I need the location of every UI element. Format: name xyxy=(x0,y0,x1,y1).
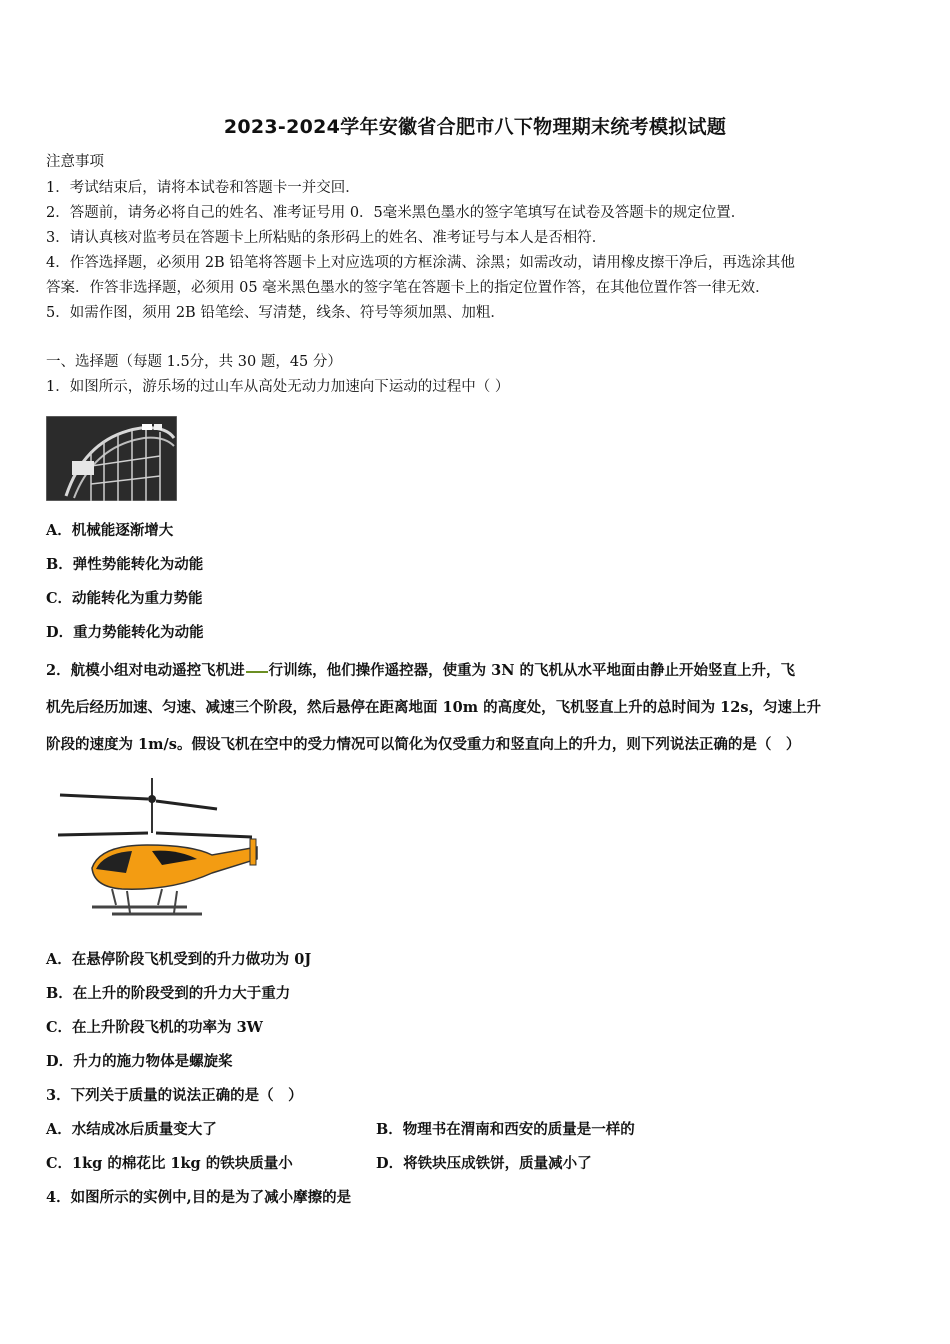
q3-option-a: A．水结成冰后质量变大了 xyxy=(46,1121,217,1138)
q1-option-b: B．弹性势能转化为动能 xyxy=(46,556,204,573)
q2-option-a: A．在悬停阶段飞机受到的升力做功为 0J xyxy=(46,951,312,968)
note-2: 2．答题前，请务必将自己的姓名、准考证号用 0．5毫米黑色墨水的签字笔填写在试卷及答题卡的规定位置． xyxy=(46,205,746,221)
q2-line3: 阶段的速度为 1m/s。假设飞机在空中的受力情况可以简化为仅受重力和竖直向上的升力，则下列说法正确的是（ ） xyxy=(46,736,801,753)
q2-option-b: B．在上升的阶段受到的升力大于重力 xyxy=(46,985,291,1002)
q2-line1a: 2．航模小组对电动遥控飞机进 xyxy=(46,662,245,679)
note-5: 5．如需作图，须用 2B 铅笔绘、写清楚，线条、符号等须加黑、加粗． xyxy=(46,305,505,321)
blank-underline xyxy=(246,671,268,673)
notes-heading: 注意事项 xyxy=(46,154,104,170)
q3-option-c: C．1kg 的棉花比 1kg 的铁块质量小 xyxy=(46,1155,293,1172)
helicopter-image xyxy=(52,773,262,923)
q3-option-b: B．物理书在渭南和西安的质量是一样的 xyxy=(376,1121,635,1138)
q3-stem: 3．下列关于质量的说法正确的是（ ） xyxy=(46,1087,303,1104)
q2-stem xyxy=(46,652,906,763)
q1-option-c: C．动能转化为重力势能 xyxy=(46,590,203,607)
roller-coaster-image xyxy=(46,416,177,501)
page-title: 2023-2024学年安徽省合肥市八下物理期末统考模拟试题 xyxy=(223,116,727,138)
q2-option-d: D．升力的施力物体是螺旋桨 xyxy=(46,1053,233,1070)
note-3: 3．请认真核对监考员在答题卡上所粘贴的条形码上的姓名、准考证号与本人是否相符． xyxy=(46,230,607,246)
q1-option-d: D．重力势能转化为动能 xyxy=(46,624,204,641)
q1-option-a: A．机械能逐渐增大 xyxy=(46,522,174,539)
q3-option-d: D．将铁块压成铁饼，质量减小了 xyxy=(376,1155,592,1172)
note-4-cont: 答案．作答非选择题，必须用 05 毫米黑色墨水的签字笔在答题卡上的指定位置作答，在其他位置作答一律无效． xyxy=(46,280,770,296)
q2-line2: 机先后经历加速、匀速、减速三个阶段，然后悬停在距离地面 10m 的高度处，飞机竖直上升的总时间为 12s，匀速上升 xyxy=(46,699,822,716)
q4-stem: 4．如图所示的实例中,目的是为了减小摩擦的是 xyxy=(46,1189,352,1206)
note-4: 4．作答选择题，必须用 2B 铅笔将答题卡上对应选项的方框涂满、涂黑；如需改动，请用橡皮擦干净后，再选涂其他 xyxy=(46,255,795,271)
q2-line1b: 行训练，他们操作遥控器，使重为 3N 的飞机从水平地面由静止开始竖直上升，飞 xyxy=(268,662,796,679)
note-1: 1．考试结束后，请将本试卷和答题卡一并交回． xyxy=(46,180,360,196)
section-heading: 一、选择题（每题 1.5分，共 30 题，45 分） xyxy=(46,354,342,370)
q2-option-c: C．在上升阶段飞机的功率为 3W xyxy=(46,1019,263,1036)
q1-stem: 1．如图所示，游乐场的过山车从高处无动力加速向下运动的过程中（ ） xyxy=(46,379,510,395)
